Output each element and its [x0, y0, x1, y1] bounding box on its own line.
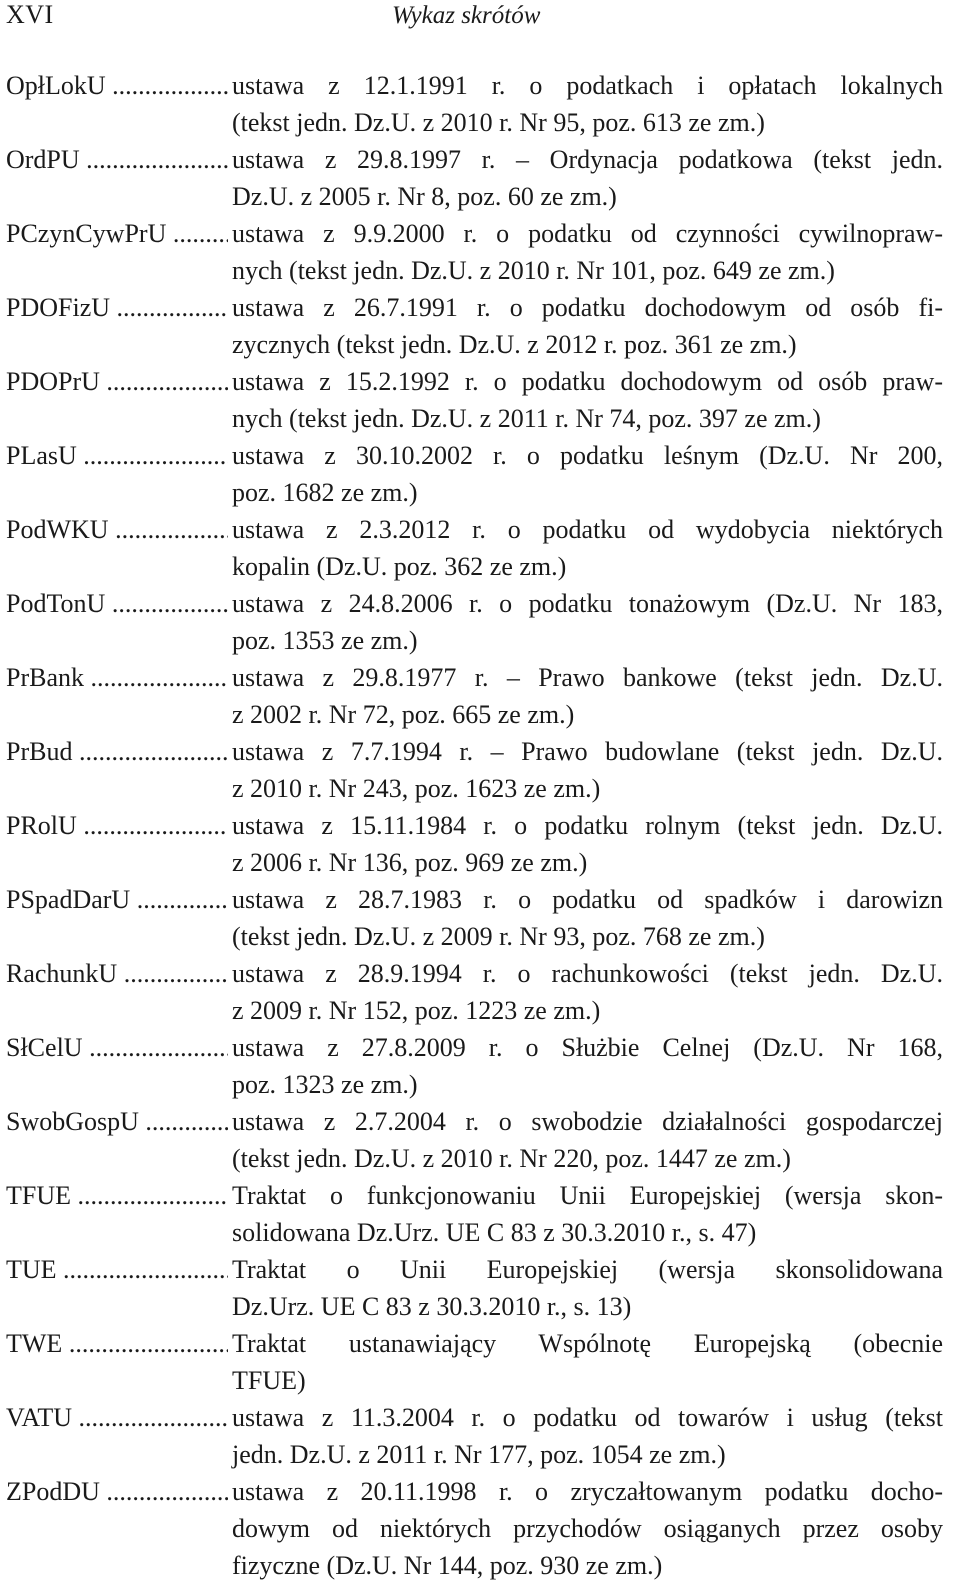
abbreviation-term-cell — [6, 585, 228, 622]
definition-line: ustawa z 26.7.1991 r. o podatku dochodowym od osób fi- — [232, 293, 943, 322]
abbreviation-term-cell — [6, 67, 228, 104]
abbreviation-definition — [232, 1029, 943, 1103]
abbreviation-entry — [0, 215, 960, 289]
page-header — [0, 0, 960, 36]
abbreviation-entry — [0, 511, 960, 585]
abbreviation-term: PLasU ..... — [6, 441, 228, 470]
abbreviation-term-cell — [6, 1251, 228, 1288]
abbreviation-entry — [0, 881, 960, 955]
definition-line: poz. 1323 ze zm.) — [232, 1070, 418, 1099]
abbreviation-entry — [0, 585, 960, 659]
abbreviation-list — [0, 67, 960, 1584]
abbreviation-definition — [232, 807, 943, 881]
abbreviation-term-cell — [6, 1103, 228, 1140]
abbreviation-term-cell — [6, 289, 228, 326]
abbreviation-term-cell — [6, 1473, 228, 1510]
definition-line: Traktat o Unii Europejskiej (wersja skonsolidowana — [232, 1255, 943, 1284]
definition-line: z 2009 r. Nr 152, poz. 1223 ze zm.) — [232, 996, 601, 1025]
definition-line: dowym od niektórych przychodów osiąganych przez osoby — [232, 1514, 943, 1543]
definition-line: z 2006 r. Nr 136, poz. 969 ze zm.) — [232, 848, 588, 877]
definition-line: (tekst jedn. Dz.U. z 2010 r. Nr 95, poz. 613 ze zm.) — [232, 108, 765, 137]
abbreviation-term: PodWKU ..... — [6, 515, 228, 544]
abbreviation-definition — [232, 363, 943, 437]
abbreviation-entry — [0, 1029, 960, 1103]
definition-line: ustawa z 24.8.2006 r. o podatku tonażowym (Dz.U. Nr 183, — [232, 589, 943, 618]
abbreviation-entry — [0, 67, 960, 141]
definition-line: poz. 1353 ze zm.) — [232, 626, 418, 655]
definition-line: ustawa z 7.7.1994 r. – Prawo budowlane (tekst jedn. Dz.U. — [232, 737, 943, 766]
abbreviation-definition — [232, 289, 943, 363]
definition-line: ustawa z 11.3.2004 r. o podatku od towarów i usług (tekst — [232, 1403, 943, 1432]
abbreviation-definition — [232, 733, 943, 807]
abbreviation-entry — [0, 1177, 960, 1251]
abbreviation-term: SłCelU ..... — [6, 1033, 228, 1062]
abbreviation-term: PodTonU ..... — [6, 589, 228, 618]
abbreviation-definition — [232, 1103, 943, 1177]
definition-line: Dz.Urz. UE C 83 z 30.3.2010 r., s. 13) — [232, 1292, 632, 1321]
abbreviation-entry — [0, 1251, 960, 1325]
definition-line: poz. 1682 ze zm.) — [232, 478, 418, 507]
abbreviation-term-cell — [6, 955, 228, 992]
abbreviation-term-cell — [6, 1029, 228, 1066]
definition-line: ustawa z 27.8.2009 r. o Służbie Celnej (Dz.U. Nr 168, — [232, 1033, 943, 1062]
abbreviation-term: PCzynCywPrU ..... — [6, 219, 228, 248]
definition-line: ustawa z 29.8.1977 r. – Prawo bankowe (tekst jedn. Dz.U. — [232, 663, 943, 692]
definition-line: Traktat ustanawiający Wspólnotę Europejską (obecnie — [232, 1329, 943, 1358]
definition-line: ustawa z 15.2.1992 r. o podatku dochodowym od osób praw- — [232, 367, 943, 396]
abbreviation-entry — [0, 289, 960, 363]
abbreviation-term-cell — [6, 807, 228, 844]
abbreviation-definition — [232, 215, 943, 289]
abbreviation-definition — [232, 437, 943, 511]
abbreviation-entry — [0, 1103, 960, 1177]
abbreviation-definition — [232, 955, 943, 1029]
abbreviation-term-cell — [6, 511, 228, 548]
definition-line: zycznych (tekst jedn. Dz.U. z 2012 r. poz. 361 ze zm.) — [232, 330, 797, 359]
definition-line: z 2010 r. Nr 243, poz. 1623 ze zm.) — [232, 774, 601, 803]
abbreviation-term: TFUE ..... — [6, 1181, 228, 1210]
definition-line: ustawa z 30.10.2002 r. o podatku leśnym (Dz.U. Nr 200, — [232, 441, 943, 470]
definition-line: nych (tekst jedn. Dz.U. z 2011 r. Nr 74, poz. 397 ze zm.) — [232, 404, 821, 433]
abbreviation-term: TUE ..... — [6, 1255, 228, 1284]
definition-line: TFUE) — [232, 1366, 306, 1395]
abbreviation-entry — [0, 1399, 960, 1473]
abbreviation-term-cell — [6, 1177, 228, 1214]
abbreviation-entry — [0, 1473, 960, 1584]
abbreviation-definition — [232, 1251, 943, 1325]
abbreviation-term-cell — [6, 1399, 228, 1436]
definition-line: ustawa z 28.7.1983 r. o podatku od spadków i darowizn — [232, 885, 943, 914]
definition-line: ustawa z 12.1.1991 r. o podatkach i opłatach lokalnych — [232, 71, 943, 100]
abbreviation-term: PDOFizU ..... — [6, 293, 228, 322]
abbreviation-term: SwobGospU ..... — [6, 1107, 228, 1136]
abbreviation-definition — [232, 1473, 943, 1584]
definition-line: ustawa z 9.9.2000 r. o podatku od czynności cywilnopraw- — [232, 219, 943, 248]
abbreviation-entry — [0, 733, 960, 807]
definition-line: ustawa z 2.7.2004 r. o swobodzie działalności gospodarczej — [232, 1107, 943, 1136]
abbreviation-term: TWE ..... — [6, 1329, 228, 1358]
abbreviation-definition — [232, 67, 943, 141]
abbreviation-term: PRolU ..... — [6, 811, 228, 840]
running-title: Wykaz skrótów — [392, 2, 541, 29]
abbreviation-definition — [232, 881, 943, 955]
definition-line: solidowana Dz.Urz. UE C 83 z 30.3.2010 r., s. 47) — [232, 1218, 757, 1247]
abbreviation-definition — [232, 659, 943, 733]
abbreviation-definition — [232, 141, 943, 215]
abbreviation-term-cell — [6, 437, 228, 474]
abbreviation-term-cell — [6, 733, 228, 770]
abbreviation-entry — [0, 1325, 960, 1399]
abbreviation-term: OpłLokU ..... — [6, 71, 228, 100]
abbreviation-term: RachunkU ..... — [6, 959, 228, 988]
abbreviation-term-cell — [6, 141, 228, 178]
abbreviation-definition — [232, 585, 943, 659]
definition-line: ustawa z 2.3.2012 r. o podatku od wydobycia niektórych — [232, 515, 943, 544]
abbreviation-term: PSpadDarU ..... — [6, 885, 228, 914]
abbreviation-definition — [232, 1399, 943, 1473]
definition-line: jedn. Dz.U. z 2011 r. Nr 177, poz. 1054 ze zm.) — [232, 1440, 726, 1469]
definition-line: kopalin (Dz.U. poz. 362 ze zm.) — [232, 552, 567, 581]
abbreviation-entry — [0, 363, 960, 437]
abbreviation-term-cell — [6, 1325, 228, 1362]
abbreviation-term: PDOPrU ..... — [6, 367, 228, 396]
page-number: XVI — [6, 0, 54, 29]
abbreviation-term: OrdPU ..... — [6, 145, 228, 174]
abbreviation-term: PrBank ..... — [6, 663, 228, 692]
abbreviation-entry — [0, 659, 960, 733]
abbreviation-definition — [232, 1325, 943, 1399]
definition-line: Dz.U. z 2005 r. Nr 8, poz. 60 ze zm.) — [232, 182, 617, 211]
definition-line: fizyczne (Dz.U. Nr 144, poz. 930 ze zm.) — [232, 1551, 663, 1580]
definition-line: ustawa z 15.11.1984 r. o podatku rolnym (tekst jedn. Dz.U. — [232, 811, 943, 840]
definition-line: z 2002 r. Nr 72, poz. 665 ze zm.) — [232, 700, 575, 729]
abbreviation-entry — [0, 955, 960, 1029]
definition-line: ustawa z 29.8.1997 r. – Ordynacja podatkowa (tekst jedn. — [232, 145, 943, 174]
abbreviation-term-cell — [6, 659, 228, 696]
definition-line: ustawa z 28.9.1994 r. o rachunkowości (tekst jedn. Dz.U. — [232, 959, 943, 988]
abbreviation-term: PrBud ..... — [6, 737, 228, 766]
abbreviation-entry — [0, 807, 960, 881]
definition-line: nych (tekst jedn. Dz.U. z 2010 r. Nr 101, poz. 649 ze zm.) — [232, 256, 835, 285]
abbreviation-definition — [232, 511, 943, 585]
abbreviation-term: VATU ..... — [6, 1403, 228, 1432]
definition-line: ustawa z 20.11.1998 r. o zryczałtowanym podatku docho- — [232, 1477, 943, 1506]
abbreviation-entry — [0, 141, 960, 215]
abbreviation-entry — [0, 437, 960, 511]
abbreviation-term-cell — [6, 363, 228, 400]
abbreviation-term-cell — [6, 215, 228, 252]
abbreviation-definition — [232, 1177, 943, 1251]
abbreviation-term-cell — [6, 881, 228, 918]
definition-line: (tekst jedn. Dz.U. z 2010 r. Nr 220, poz. 1447 ze zm.) — [232, 1144, 791, 1173]
definition-line: Traktat o funkcjonowaniu Unii Europejskiej (wersja skon- — [232, 1181, 943, 1210]
abbreviation-term: ZPodDU ..... — [6, 1477, 228, 1506]
definition-line: (tekst jedn. Dz.U. z 2009 r. Nr 93, poz. 768 ze zm.) — [232, 922, 765, 951]
